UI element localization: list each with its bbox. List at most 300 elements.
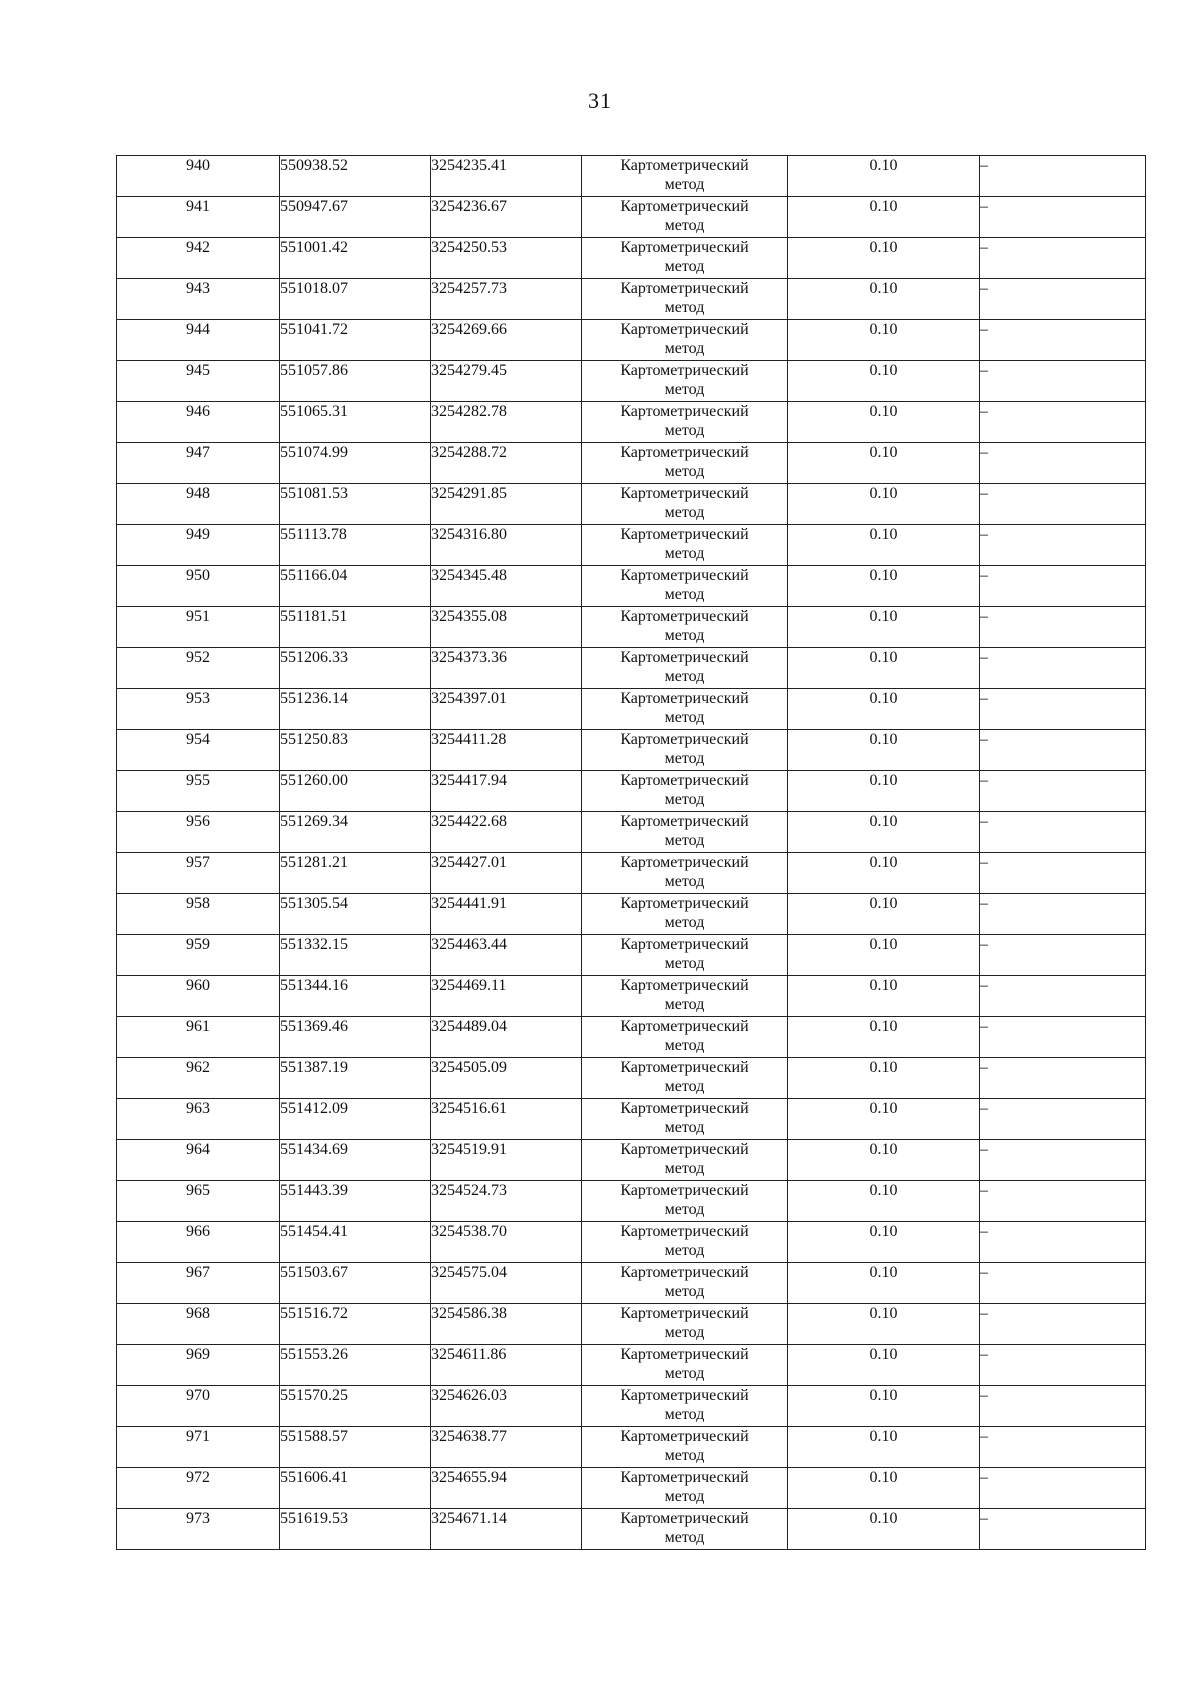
accuracy-cell: 0.10 bbox=[788, 1345, 980, 1386]
x-coordinate-cell: 551065.31 bbox=[280, 402, 431, 443]
y-coordinate-cell: 3254288.72 bbox=[431, 443, 582, 484]
method-line-1: Картометрический bbox=[620, 936, 749, 953]
description-cell: – bbox=[980, 1468, 1146, 1509]
point-number-cell: 971 bbox=[117, 1427, 280, 1468]
table-row bbox=[117, 1263, 1146, 1304]
method-cell bbox=[582, 279, 788, 320]
method-line-1: Картометрический bbox=[620, 526, 749, 543]
y-coordinate-cell: 3254427.01 bbox=[431, 853, 582, 894]
method-line-1: Картометрический bbox=[620, 444, 749, 461]
method-line-1: Картометрический bbox=[620, 895, 749, 912]
accuracy-cell: 0.10 bbox=[788, 402, 980, 443]
method-cell bbox=[582, 1058, 788, 1099]
table-row bbox=[117, 525, 1146, 566]
accuracy-cell: 0.10 bbox=[788, 607, 980, 648]
method-cell bbox=[582, 361, 788, 402]
y-coordinate-cell: 3254291.85 bbox=[431, 484, 582, 525]
x-coordinate-cell: 551181.51 bbox=[280, 607, 431, 648]
x-coordinate-cell: 551588.57 bbox=[280, 1427, 431, 1468]
description-cell: – bbox=[980, 648, 1146, 689]
y-coordinate-cell: 3254469.11 bbox=[431, 976, 582, 1017]
method-line-1: Картометрический bbox=[620, 280, 749, 297]
accuracy-cell: 0.10 bbox=[788, 279, 980, 320]
method-line-1: Картометрический bbox=[620, 1182, 749, 1199]
y-coordinate-cell: 3254282.78 bbox=[431, 402, 582, 443]
y-coordinate-cell: 3254671.14 bbox=[431, 1509, 582, 1550]
table-row bbox=[117, 730, 1146, 771]
x-coordinate-cell: 551305.54 bbox=[280, 894, 431, 935]
method-line-1: Картометрический bbox=[620, 321, 749, 338]
method-line-2: метод bbox=[664, 1283, 705, 1300]
y-coordinate-cell: 3254316.80 bbox=[431, 525, 582, 566]
x-coordinate-cell: 551269.34 bbox=[280, 812, 431, 853]
point-number-cell: 966 bbox=[117, 1222, 280, 1263]
method-line-2: метод bbox=[664, 1324, 705, 1341]
description-cell: – bbox=[980, 771, 1146, 812]
accuracy-cell: 0.10 bbox=[788, 197, 980, 238]
x-coordinate-cell: 551387.19 bbox=[280, 1058, 431, 1099]
point-number-cell: 951 bbox=[117, 607, 280, 648]
table-row bbox=[117, 894, 1146, 935]
x-coordinate-cell: 551369.46 bbox=[280, 1017, 431, 1058]
method-cell bbox=[582, 1386, 788, 1427]
point-number-cell: 956 bbox=[117, 812, 280, 853]
y-coordinate-cell: 3254345.48 bbox=[431, 566, 582, 607]
point-number-cell: 961 bbox=[117, 1017, 280, 1058]
table-row bbox=[117, 771, 1146, 812]
method-line-2: метод bbox=[664, 1406, 705, 1423]
method-cell bbox=[582, 1468, 788, 1509]
y-coordinate-cell: 3254417.94 bbox=[431, 771, 582, 812]
method-line-1: Картометрический bbox=[620, 1264, 749, 1281]
table-row bbox=[117, 443, 1146, 484]
method-cell bbox=[582, 935, 788, 976]
method-line-1: Картометрический bbox=[620, 485, 749, 502]
table-row bbox=[117, 484, 1146, 525]
method-cell bbox=[582, 812, 788, 853]
method-line-2: метод bbox=[664, 545, 705, 562]
accuracy-cell: 0.10 bbox=[788, 1017, 980, 1058]
table-row bbox=[117, 1345, 1146, 1386]
point-number-cell: 957 bbox=[117, 853, 280, 894]
method-line-2: метод bbox=[664, 1447, 705, 1464]
page-number: 31 bbox=[588, 88, 612, 113]
point-number-cell: 943 bbox=[117, 279, 280, 320]
accuracy-cell: 0.10 bbox=[788, 1181, 980, 1222]
description-cell: – bbox=[980, 812, 1146, 853]
accuracy-cell: 0.10 bbox=[788, 730, 980, 771]
x-coordinate-cell: 551081.53 bbox=[280, 484, 431, 525]
accuracy-cell: 0.10 bbox=[788, 156, 980, 197]
point-number-cell: 940 bbox=[117, 156, 280, 197]
table-row bbox=[117, 1427, 1146, 1468]
x-coordinate-cell: 551001.42 bbox=[280, 238, 431, 279]
method-line-1: Картометрический bbox=[620, 731, 749, 748]
table-row bbox=[117, 1222, 1146, 1263]
method-line-2: метод bbox=[664, 1488, 705, 1505]
method-line-2: метод bbox=[664, 217, 705, 234]
point-number-cell: 969 bbox=[117, 1345, 280, 1386]
x-coordinate-cell: 551434.69 bbox=[280, 1140, 431, 1181]
accuracy-cell: 0.10 bbox=[788, 894, 980, 935]
accuracy-cell: 0.10 bbox=[788, 1058, 980, 1099]
description-cell: – bbox=[980, 566, 1146, 607]
y-coordinate-cell: 3254397.01 bbox=[431, 689, 582, 730]
point-number-cell: 944 bbox=[117, 320, 280, 361]
point-number-cell: 953 bbox=[117, 689, 280, 730]
method-line-2: метод bbox=[664, 381, 705, 398]
table-row bbox=[117, 1017, 1146, 1058]
y-coordinate-cell: 3254463.44 bbox=[431, 935, 582, 976]
method-line-1: Картометрический bbox=[620, 403, 749, 420]
description-cell: – bbox=[980, 1222, 1146, 1263]
description-cell: – bbox=[980, 1263, 1146, 1304]
table-row bbox=[117, 1386, 1146, 1427]
method-cell bbox=[582, 1427, 788, 1468]
method-cell bbox=[582, 1509, 788, 1550]
method-cell bbox=[582, 566, 788, 607]
method-line-2: метод bbox=[664, 996, 705, 1013]
method-line-1: Картометрический bbox=[620, 1018, 749, 1035]
description-cell: – bbox=[980, 443, 1146, 484]
description-cell: – bbox=[980, 1386, 1146, 1427]
description-cell: – bbox=[980, 689, 1146, 730]
accuracy-cell: 0.10 bbox=[788, 1386, 980, 1427]
y-coordinate-cell: 3254250.53 bbox=[431, 238, 582, 279]
description-cell: – bbox=[980, 1345, 1146, 1386]
method-cell bbox=[582, 443, 788, 484]
method-line-2: метод bbox=[664, 1201, 705, 1218]
table-row bbox=[117, 156, 1146, 197]
point-number-cell: 959 bbox=[117, 935, 280, 976]
x-coordinate-cell: 551443.39 bbox=[280, 1181, 431, 1222]
method-line-2: метод bbox=[664, 1365, 705, 1382]
description-cell: – bbox=[980, 197, 1146, 238]
y-coordinate-cell: 3254516.61 bbox=[431, 1099, 582, 1140]
method-line-1: Картометрический bbox=[620, 239, 749, 256]
method-line-1: Картометрический bbox=[620, 1223, 749, 1240]
description-cell: – bbox=[980, 361, 1146, 402]
method-line-1: Картометрический bbox=[620, 1305, 749, 1322]
description-cell: – bbox=[980, 1304, 1146, 1345]
method-line-2: метод bbox=[664, 832, 705, 849]
method-cell bbox=[582, 976, 788, 1017]
method-line-2: метод bbox=[664, 914, 705, 931]
x-coordinate-cell: 551516.72 bbox=[280, 1304, 431, 1345]
point-number-cell: 947 bbox=[117, 443, 280, 484]
method-line-1: Картометрический bbox=[620, 813, 749, 830]
method-line-1: Картометрический bbox=[620, 362, 749, 379]
y-coordinate-cell: 3254575.04 bbox=[431, 1263, 582, 1304]
description-cell: – bbox=[980, 1017, 1146, 1058]
method-line-2: метод bbox=[664, 504, 705, 521]
point-number-cell: 958 bbox=[117, 894, 280, 935]
x-coordinate-cell: 551018.07 bbox=[280, 279, 431, 320]
method-line-1: Картометрический bbox=[620, 1387, 749, 1404]
method-cell bbox=[582, 853, 788, 894]
description-cell: – bbox=[980, 607, 1146, 648]
accuracy-cell: 0.10 bbox=[788, 1222, 980, 1263]
method-line-2: метод bbox=[664, 873, 705, 890]
y-coordinate-cell: 3254355.08 bbox=[431, 607, 582, 648]
method-line-1: Картометрический bbox=[620, 1346, 749, 1363]
method-cell bbox=[582, 238, 788, 279]
table-row bbox=[117, 1181, 1146, 1222]
description-cell: – bbox=[980, 156, 1146, 197]
method-line-1: Картометрический bbox=[620, 198, 749, 215]
x-coordinate-cell: 551332.15 bbox=[280, 935, 431, 976]
method-line-2: метод bbox=[664, 258, 705, 275]
method-line-2: метод bbox=[664, 463, 705, 480]
table-row bbox=[117, 607, 1146, 648]
table-row bbox=[117, 566, 1146, 607]
method-line-1: Картометрический bbox=[620, 772, 749, 789]
x-coordinate-cell: 551454.41 bbox=[280, 1222, 431, 1263]
accuracy-cell: 0.10 bbox=[788, 771, 980, 812]
point-number-cell: 960 bbox=[117, 976, 280, 1017]
y-coordinate-cell: 3254519.91 bbox=[431, 1140, 582, 1181]
method-cell bbox=[582, 197, 788, 238]
table-row bbox=[117, 1099, 1146, 1140]
method-line-1: Картометрический bbox=[620, 608, 749, 625]
y-coordinate-cell: 3254236.67 bbox=[431, 197, 582, 238]
accuracy-cell: 0.10 bbox=[788, 443, 980, 484]
x-coordinate-cell: 551113.78 bbox=[280, 525, 431, 566]
method-line-2: метод bbox=[664, 791, 705, 808]
point-number-cell: 948 bbox=[117, 484, 280, 525]
y-coordinate-cell: 3254655.94 bbox=[431, 1468, 582, 1509]
accuracy-cell: 0.10 bbox=[788, 648, 980, 689]
method-cell bbox=[582, 1304, 788, 1345]
description-cell: – bbox=[980, 279, 1146, 320]
method-cell bbox=[582, 320, 788, 361]
point-number-cell: 945 bbox=[117, 361, 280, 402]
accuracy-cell: 0.10 bbox=[788, 361, 980, 402]
table-row bbox=[117, 1509, 1146, 1550]
point-number-cell: 967 bbox=[117, 1263, 280, 1304]
accuracy-cell: 0.10 bbox=[788, 525, 980, 566]
method-line-2: метод bbox=[664, 668, 705, 685]
accuracy-cell: 0.10 bbox=[788, 1304, 980, 1345]
point-number-cell: 950 bbox=[117, 566, 280, 607]
method-line-2: метод bbox=[664, 750, 705, 767]
point-number-cell: 962 bbox=[117, 1058, 280, 1099]
table-row bbox=[117, 853, 1146, 894]
x-coordinate-cell: 551553.26 bbox=[280, 1345, 431, 1386]
table-row bbox=[117, 1468, 1146, 1509]
method-line-2: метод bbox=[664, 1078, 705, 1095]
accuracy-cell: 0.10 bbox=[788, 484, 980, 525]
table-row bbox=[117, 935, 1146, 976]
accuracy-cell: 0.10 bbox=[788, 1140, 980, 1181]
x-coordinate-cell: 551619.53 bbox=[280, 1509, 431, 1550]
y-coordinate-cell: 3254489.04 bbox=[431, 1017, 582, 1058]
method-line-2: метод bbox=[664, 1529, 705, 1546]
method-line-1: Картометрический bbox=[620, 567, 749, 584]
table-row bbox=[117, 402, 1146, 443]
y-coordinate-cell: 3254586.38 bbox=[431, 1304, 582, 1345]
method-line-1: Картометрический bbox=[620, 1428, 749, 1445]
description-cell: – bbox=[980, 853, 1146, 894]
description-cell: – bbox=[980, 484, 1146, 525]
method-line-1: Картометрический bbox=[620, 1100, 749, 1117]
point-number-cell: 963 bbox=[117, 1099, 280, 1140]
y-coordinate-cell: 3254269.66 bbox=[431, 320, 582, 361]
method-cell bbox=[582, 1181, 788, 1222]
table-row bbox=[117, 689, 1146, 730]
method-cell bbox=[582, 894, 788, 935]
y-coordinate-cell: 3254257.73 bbox=[431, 279, 582, 320]
table-row bbox=[117, 648, 1146, 689]
x-coordinate-cell: 550947.67 bbox=[280, 197, 431, 238]
y-coordinate-cell: 3254638.77 bbox=[431, 1427, 582, 1468]
y-coordinate-cell: 3254411.28 bbox=[431, 730, 582, 771]
accuracy-cell: 0.10 bbox=[788, 935, 980, 976]
accuracy-cell: 0.10 bbox=[788, 976, 980, 1017]
point-number-cell: 972 bbox=[117, 1468, 280, 1509]
y-coordinate-cell: 3254505.09 bbox=[431, 1058, 582, 1099]
y-coordinate-cell: 3254279.45 bbox=[431, 361, 582, 402]
description-cell: – bbox=[980, 1099, 1146, 1140]
point-number-cell: 965 bbox=[117, 1181, 280, 1222]
method-line-2: метод bbox=[664, 1119, 705, 1136]
method-cell bbox=[582, 156, 788, 197]
point-number-cell: 946 bbox=[117, 402, 280, 443]
accuracy-cell: 0.10 bbox=[788, 689, 980, 730]
method-line-2: метод bbox=[664, 176, 705, 193]
method-cell bbox=[582, 525, 788, 566]
method-line-1: Картометрический bbox=[620, 649, 749, 666]
point-number-cell: 964 bbox=[117, 1140, 280, 1181]
table-row bbox=[117, 1140, 1146, 1181]
y-coordinate-cell: 3254373.36 bbox=[431, 648, 582, 689]
method-line-2: метод bbox=[664, 1242, 705, 1259]
point-number-cell: 952 bbox=[117, 648, 280, 689]
point-number-cell: 942 bbox=[117, 238, 280, 279]
point-number-cell: 954 bbox=[117, 730, 280, 771]
method-line-1: Картометрический bbox=[620, 1469, 749, 1486]
x-coordinate-cell: 551057.86 bbox=[280, 361, 431, 402]
description-cell: – bbox=[980, 238, 1146, 279]
method-line-2: метод bbox=[664, 709, 705, 726]
point-number-cell: 941 bbox=[117, 197, 280, 238]
method-cell bbox=[582, 402, 788, 443]
y-coordinate-cell: 3254524.73 bbox=[431, 1181, 582, 1222]
x-coordinate-cell: 551260.00 bbox=[280, 771, 431, 812]
description-cell: – bbox=[980, 525, 1146, 566]
method-line-2: метод bbox=[664, 1037, 705, 1054]
point-number-cell: 970 bbox=[117, 1386, 280, 1427]
x-coordinate-cell: 551236.14 bbox=[280, 689, 431, 730]
table-row bbox=[117, 320, 1146, 361]
y-coordinate-cell: 3254235.41 bbox=[431, 156, 582, 197]
accuracy-cell: 0.10 bbox=[788, 566, 980, 607]
accuracy-cell: 0.10 bbox=[788, 1468, 980, 1509]
accuracy-cell: 0.10 bbox=[788, 1099, 980, 1140]
description-cell: – bbox=[980, 1140, 1146, 1181]
x-coordinate-cell: 551250.83 bbox=[280, 730, 431, 771]
y-coordinate-cell: 3254538.70 bbox=[431, 1222, 582, 1263]
x-coordinate-cell: 551344.16 bbox=[280, 976, 431, 1017]
point-number-cell: 949 bbox=[117, 525, 280, 566]
x-coordinate-cell: 551041.72 bbox=[280, 320, 431, 361]
description-cell: – bbox=[980, 935, 1146, 976]
accuracy-cell: 0.10 bbox=[788, 812, 980, 853]
method-line-2: метод bbox=[664, 340, 705, 357]
x-coordinate-cell: 551206.33 bbox=[280, 648, 431, 689]
method-cell bbox=[582, 730, 788, 771]
method-cell bbox=[582, 1263, 788, 1304]
description-cell: – bbox=[980, 1427, 1146, 1468]
table-row bbox=[117, 812, 1146, 853]
method-line-2: метод bbox=[664, 955, 705, 972]
accuracy-cell: 0.10 bbox=[788, 238, 980, 279]
method-cell bbox=[582, 648, 788, 689]
x-coordinate-cell: 551281.21 bbox=[280, 853, 431, 894]
method-line-1: Картометрический bbox=[620, 854, 749, 871]
method-cell bbox=[582, 1017, 788, 1058]
method-line-1: Картометрический bbox=[620, 1510, 749, 1527]
method-cell bbox=[582, 607, 788, 648]
table-row bbox=[117, 976, 1146, 1017]
point-number-cell: 955 bbox=[117, 771, 280, 812]
point-number-cell: 968 bbox=[117, 1304, 280, 1345]
x-coordinate-cell: 550938.52 bbox=[280, 156, 431, 197]
description-cell: – bbox=[980, 1058, 1146, 1099]
description-cell: – bbox=[980, 402, 1146, 443]
accuracy-cell: 0.10 bbox=[788, 1427, 980, 1468]
method-line-1: Картометрический bbox=[620, 1141, 749, 1158]
x-coordinate-cell: 551503.67 bbox=[280, 1263, 431, 1304]
method-cell bbox=[582, 1345, 788, 1386]
method-cell bbox=[582, 689, 788, 730]
y-coordinate-cell: 3254611.86 bbox=[431, 1345, 582, 1386]
accuracy-cell: 0.10 bbox=[788, 320, 980, 361]
table-row bbox=[117, 238, 1146, 279]
method-line-1: Картометрический bbox=[620, 690, 749, 707]
table-row bbox=[117, 1304, 1146, 1345]
point-number-cell: 973 bbox=[117, 1509, 280, 1550]
method-cell bbox=[582, 1222, 788, 1263]
method-line-2: метод bbox=[664, 1160, 705, 1177]
method-line-1: Картометрический bbox=[620, 977, 749, 994]
accuracy-cell: 0.10 bbox=[788, 853, 980, 894]
x-coordinate-cell: 551606.41 bbox=[280, 1468, 431, 1509]
description-cell: – bbox=[980, 1181, 1146, 1222]
x-coordinate-cell: 551166.04 bbox=[280, 566, 431, 607]
y-coordinate-cell: 3254441.91 bbox=[431, 894, 582, 935]
accuracy-cell: 0.10 bbox=[788, 1509, 980, 1550]
x-coordinate-cell: 551074.99 bbox=[280, 443, 431, 484]
y-coordinate-cell: 3254422.68 bbox=[431, 812, 582, 853]
description-cell: – bbox=[980, 320, 1146, 361]
description-cell: – bbox=[980, 730, 1146, 771]
method-line-2: метод bbox=[664, 627, 705, 644]
method-line-2: метод bbox=[664, 586, 705, 603]
coordinates-table-body bbox=[117, 156, 1146, 1550]
accuracy-cell: 0.10 bbox=[788, 1263, 980, 1304]
description-cell: – bbox=[980, 894, 1146, 935]
method-cell bbox=[582, 1140, 788, 1181]
description-cell: – bbox=[980, 976, 1146, 1017]
x-coordinate-cell: 551570.25 bbox=[280, 1386, 431, 1427]
table-row bbox=[117, 361, 1146, 402]
method-cell bbox=[582, 1099, 788, 1140]
coordinates-table bbox=[116, 155, 1146, 1550]
table-row bbox=[117, 1058, 1146, 1099]
x-coordinate-cell: 551412.09 bbox=[280, 1099, 431, 1140]
table-row bbox=[117, 279, 1146, 320]
